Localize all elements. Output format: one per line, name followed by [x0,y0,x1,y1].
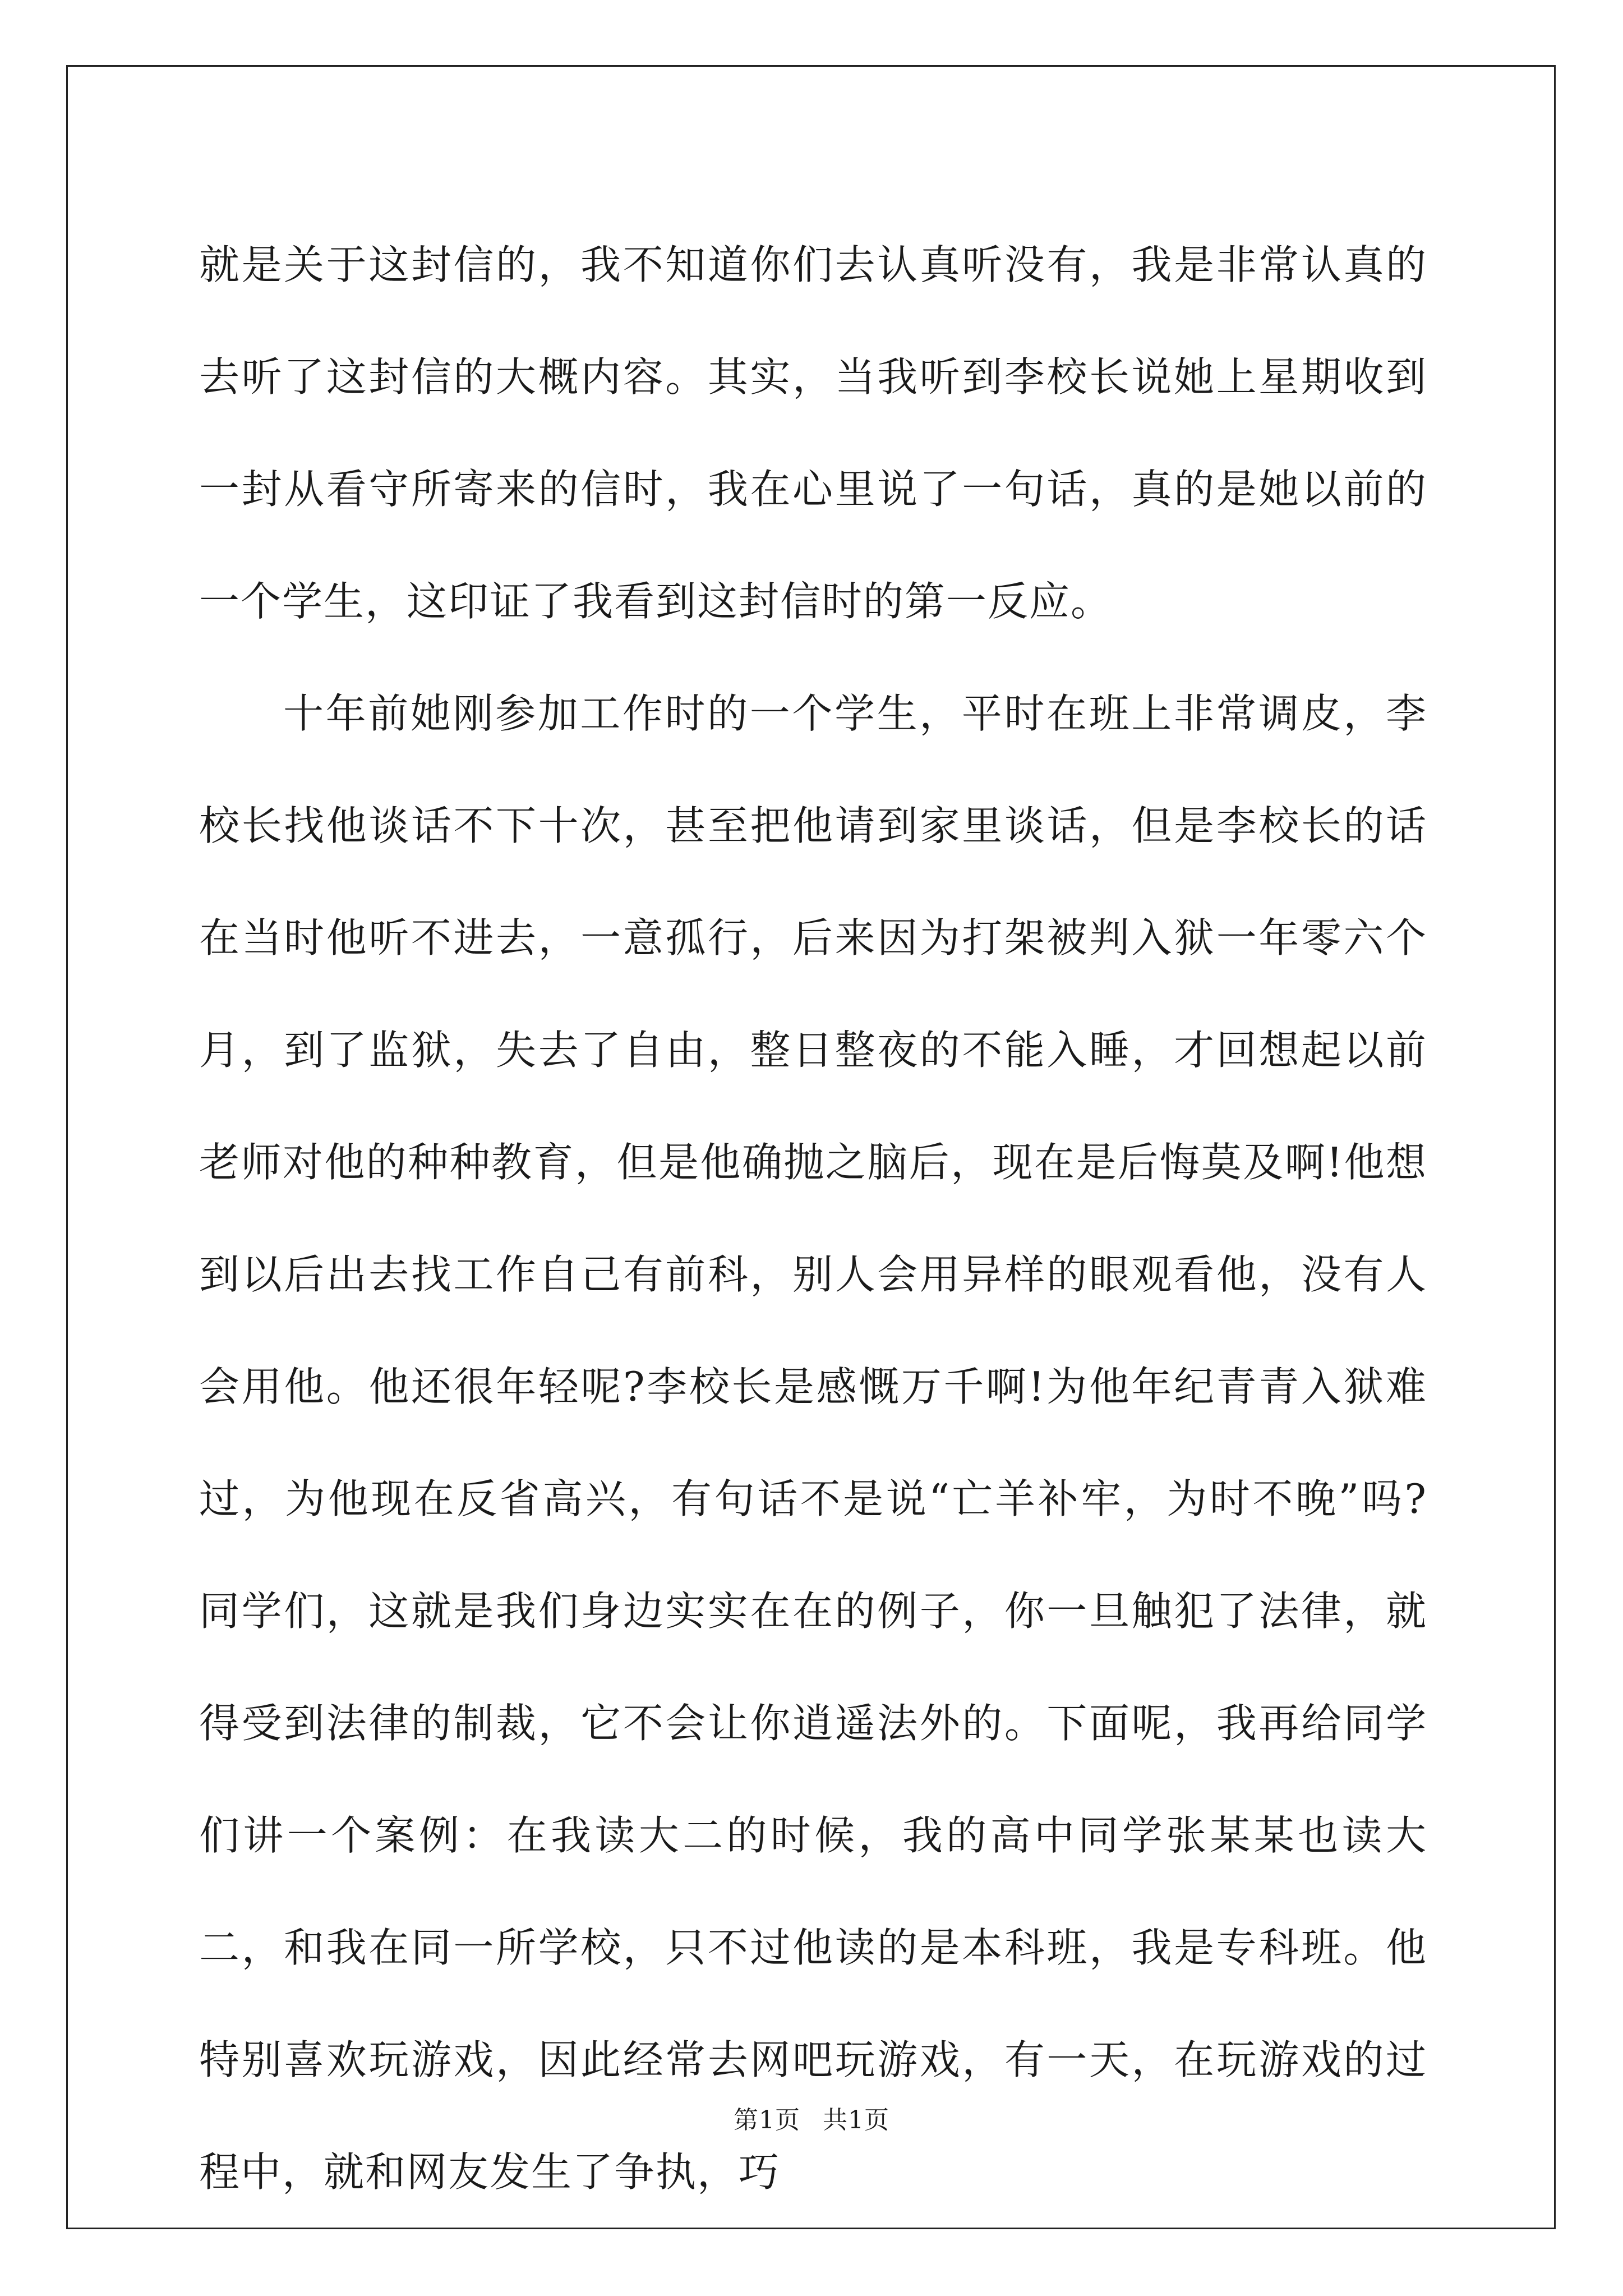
paragraph-2: 十年前她刚参加工作时的一个学生，平时在班上非常调皮，李校长找他谈话不下十次，甚至把他请到家里谈话，但是李校长的话在当时他听不进去，一意孤行，后来因为打架被判入狱一年零六个月，到了监狱，失去了自由，整日整夜的不能入睡，才回想起以前老师对他的种种教育，但是他确抛之脑后，现在是后悔莫及啊!他想到以后出去找工作自己有前科，别人会用异样的眼观看他，没有人会用他。他还很年轻呢?李校长是感慨万千啊!为他年纪青青入狱难过，为他现在反省高兴，有句话不是说“亡羊补牢，为时不晚”吗?同学们，这就是我们身边实实在在的例子，你一旦触犯了法律，就得受到法律的制裁，它不会让你逍遥法外的。下面呢，我再给同学们讲一个案例：在我读大二的时候，我的高中同学张某某也读大二，和我在同一所学校，只不过他读的是本科班，我是专科班。他特别喜欢玩游戏，因此经常去网吧玩游戏，有一天，在玩游戏的过程中，就和网友发生了争执，巧 [199,690,1427,2196]
page-footer [0,2104,1623,2137]
page-total: 共1页 [823,2106,889,2134]
document-body [199,209,1427,2228]
page-number: 第1页 [734,2106,800,2134]
paragraph-1: 就是关于这封信的，我不知道你们去认真听没有，我是非常认真的去听了这封信的大概内容。其实，当我听到李校长说她上星期收到一封从看守所寄来的信时，我在心里说了一句话，真的是她以前的一个学生，这印证了我看到这封信时的第一反应。 [199,241,1427,625]
